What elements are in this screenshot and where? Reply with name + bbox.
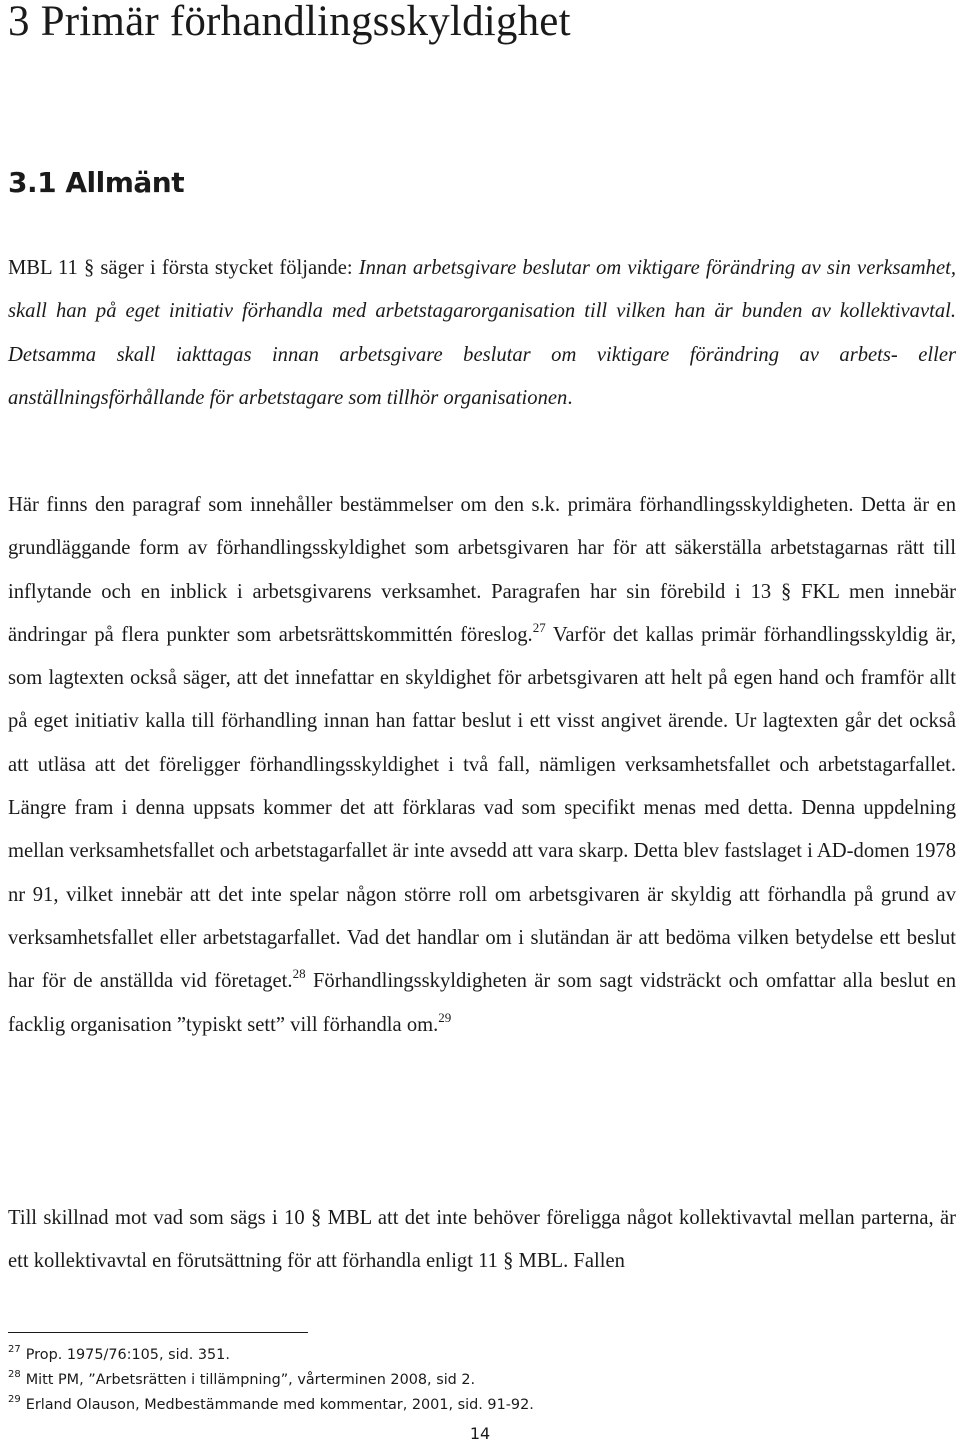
paragraph-quote [8, 247, 956, 420]
paragraph-body [8, 1197, 956, 1284]
footnote-text: Prop. 1975/76:105, sid. 351. [25, 1347, 230, 1363]
page-number: 14 [469, 1424, 491, 1443]
quoted-law-text: Innan arbetsgivare beslutar om viktigare förändring av sin verksamhet, skall han på eget initiativ förhandla med arbetstagarorganisation till vilken han är bunden av kollektivavtal. Detsamma skall iakttagas innan arbetsgivare beslutar om viktigare förändring av arbets- eller anställningsförhållande för arbetstagare som tillhör organisationen [8, 257, 956, 409]
paragraph-body [8, 484, 956, 1047]
section-heading: 3.1 Allmänt [8, 166, 185, 199]
chapter-heading: 3 Primär förhandlingsskyldighet [8, 0, 571, 45]
footnote [8, 1343, 908, 1368]
footnote-reference[interactable]: 28 [292, 966, 306, 982]
paragraph-text: . [567, 386, 573, 409]
footnote-reference[interactable]: 29 [438, 1009, 452, 1025]
footnote-text: Erland Olauson, Medbestämmande med kommentar, 2001, sid. 91-92. [25, 1397, 534, 1413]
footnote-divider [8, 1332, 308, 1333]
footnote-number: 27 [8, 1344, 21, 1355]
paragraph-text: Till skillnad mot vad som sägs i 10 § MBL att det inte behöver föreligga något kollektivavtal mellan parterna, är ett kollektivavtal en förutsättning för att förhandla enligt 11 § MBL. Fallen [8, 1207, 956, 1273]
footnotes [8, 1343, 908, 1418]
paragraph-text: MBL 11 § säger i första stycket följande: [8, 257, 359, 279]
footnote [8, 1393, 908, 1418]
paragraph-text: Varför det kallas primär förhandlingsskyldig är, som lagtexten också säger, att det innefattar en skyldighet för arbetsgivaren att helt på egen hand och framför allt på eget initiativ kalla till förhandling innan han fattar beslut i ett visst angivet ärende. Ur lagtexten går det också att utläsa att det föreligger förhandlingsskyldighet i två fall, nämligen verksamhetsfallet och arbetstagarfallet. Längre fram i denna uppsats kommer det att förklaras vad som specifikt menas med detta. Denna uppdelning mellan verksamhetsfallet och arbetstagarfallet är inte avsedd att vara skarp. Detta blev fastslaget i AD-domen 1978 nr 91, vilket innebär att det inte spelar någon större roll om arbetsgivaren är skyldig att förhandla på grund av verksamhetsfallet eller arbetstagarfallet. Vad det handlar om i slutändan är att bedöma vilken betydelse ett beslut har för de anställda vid företaget. [8, 623, 956, 993]
footnote-reference[interactable]: 27 [532, 619, 546, 635]
footnote-text: Mitt PM, ”Arbetsrätten i tillämpning”, vårterminen 2008, sid 2. [25, 1372, 476, 1388]
footnote-number: 29 [8, 1394, 21, 1405]
paragraph-text: Här finns den paragraf som innehåller bestämmelser om den s.k. primära förhandlingsskyldigheten. Detta är en grundläggande form av förhandlingsskyldighet som arbetsgivaren har för att säkerställa arbetstagarnas rätt till inflytande och en inblick i arbetsgivarens verksamhet. Paragrafen har sin förebild i 13 § FKL men innebär ändringar på flera punkter som arbetsrättskommittén föreslog. [8, 494, 956, 646]
paragraph-text: Förhandlingsskyldigheten är som sagt vidsträckt och omfattar alla beslut en facklig organisation ”typiskt sett” vill förhandla om. [8, 970, 956, 1036]
footnote [8, 1368, 908, 1393]
footnote-number: 28 [8, 1369, 21, 1380]
